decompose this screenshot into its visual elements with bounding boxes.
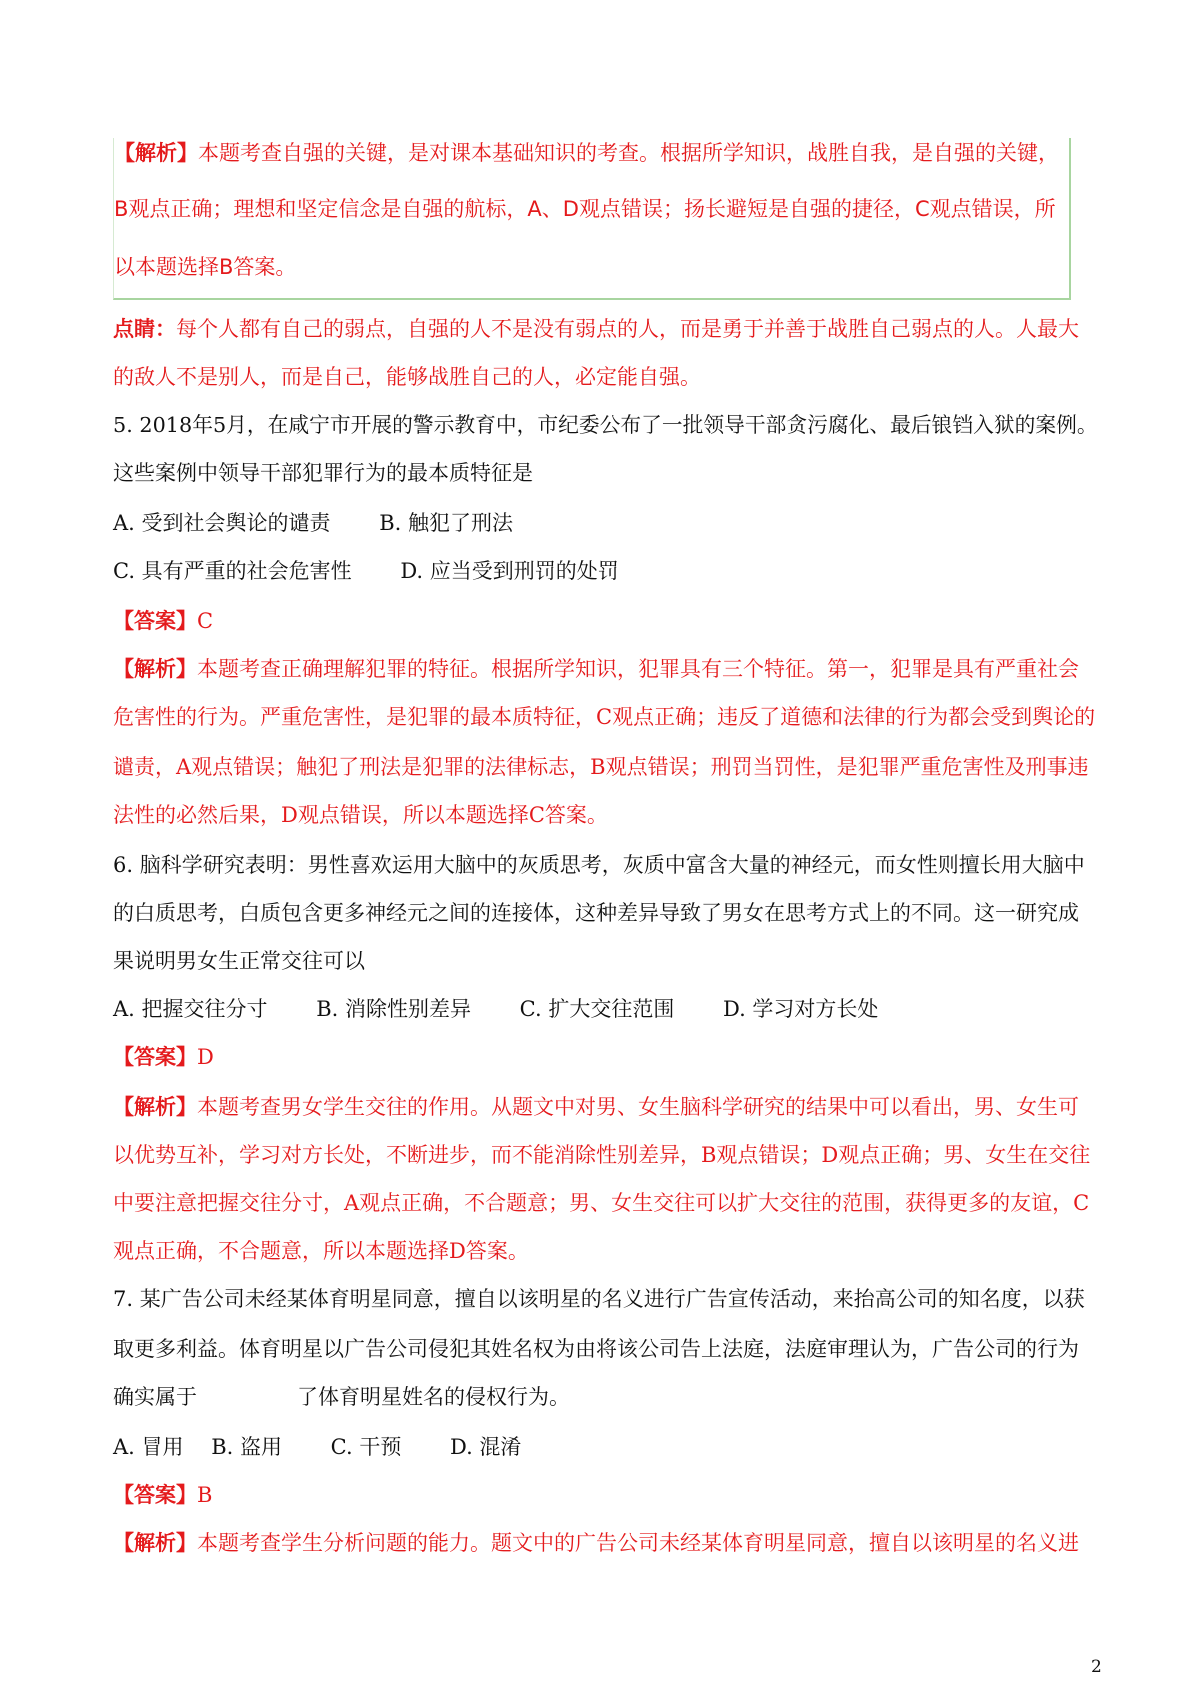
- q7-stem-before-blank: 确实属于: [113, 1385, 197, 1409]
- section-marker: 【答案】: [113, 608, 197, 633]
- q5-stem-line: 5. 2018年5月，在咸宁市开展的警示教育中，市纪委公布了一批领导干部贪污腐化、最后锒铛入狱的案例。: [113, 413, 1098, 437]
- section-marker: 点睛：: [113, 316, 176, 341]
- q4-comment-line: 的敌人不是别人，而是自己，能够战胜自己的人，必定能自强。: [113, 365, 701, 389]
- q7-stem-after-blank: 了体育明星姓名的侵权行为。: [297, 1385, 570, 1409]
- q5-analysis-line: 危害性的行为。严重危害性，是犯罪的最本质特征，C观点正确；违反了道德和法律的行为都会受到舆论的: [113, 705, 1096, 729]
- q4-analysis-box: [113, 138, 1071, 300]
- q7-analysis-line: 【解析】本题考查学生分析问题的能力。题文中的广告公司未经某体育明星同意，擅自以该明星的名义进: [113, 1530, 1079, 1555]
- section-marker: 【解析】: [114, 141, 198, 165]
- q5-analysis-line: 法性的必然后果，D观点错误，所以本题选择C答案。: [113, 803, 608, 827]
- q5-options-row: C. 具有严重的社会危害性 D. 应当受到刑罚的处罚: [113, 559, 619, 583]
- q6-analysis-line: 以优势互补，学习对方长处，不断进步，而不能消除性别差异，B观点错误；D观点正确；男、女生在交往: [113, 1143, 1091, 1167]
- q5-analysis-line: 【解析】本题考查正确理解犯罪的特征。根据所学知识，犯罪具有三个特征。第一，犯罪是具有严重社会: [113, 656, 1079, 681]
- q4-analysis-line: 以本题选择B答案。: [114, 255, 297, 279]
- q7-stem-line: 7. 某广告公司未经某体育明星同意，擅自以该明星的名义进行广告宣传活动，来抬高公司的知名度，以获: [113, 1287, 1085, 1311]
- q6-stem-line: 6. 脑科学研究表明：男性喜欢运用大脑中的灰质思考，灰质中富含大量的神经元，而女性则擅长用大脑中: [113, 853, 1085, 877]
- section-marker: 【答案】: [113, 1482, 197, 1507]
- section-marker: 【解析】: [113, 1530, 197, 1555]
- q4-analysis-line: 【解析】本题考查自强的关键，是对课本基础知识的考查。根据所学知识，战胜自我，是自强的关键，: [114, 141, 1059, 165]
- q4-comment-line: 点睛：每个人都有自己的弱点，自强的人不是没有弱点的人，而是勇于并善于战胜自己弱点的人。人最大: [113, 316, 1079, 341]
- q7-options-row: A. 冒用 B. 盗用 C. 干预 D. 混淆: [113, 1435, 522, 1459]
- q5-options-row: A. 受到社会舆论的谴责 B. 触犯了刑法: [113, 511, 513, 535]
- q7-answer: 【答案】B: [113, 1482, 213, 1507]
- q5-stem-line: 这些案例中领导干部犯罪行为的最本质特征是: [113, 461, 533, 485]
- section-marker: 【答案】: [113, 1044, 197, 1069]
- q6-analysis-line: 观点正确，不合题意，所以本题选择D答案。: [113, 1239, 529, 1263]
- section-marker: 【解析】: [113, 656, 197, 681]
- q5-analysis-line: 谴责，A观点错误；触犯了刑法是犯罪的法律标志，B观点错误；刑罚当罚性，是犯罪严重危害性及刑事违: [113, 755, 1089, 779]
- q7-stem-line: [113, 1382, 570, 1412]
- page-number: 2: [1091, 1657, 1102, 1677]
- q6-stem-line: 的白质思考，白质包含更多神经元之间的连接体，这种差异导致了男女在思考方式上的不同。这一研究成: [113, 901, 1079, 925]
- q6-answer: 【答案】D: [113, 1044, 214, 1069]
- section-marker: 【解析】: [113, 1094, 197, 1119]
- q7-stem-line: 取更多利益。体育明星以广告公司侵犯其姓名权为由将该公司告上法庭，法庭审理认为，广告公司的行为: [113, 1337, 1079, 1361]
- q6-analysis-line: 中要注意把握交往分寸，A观点正确，不合题意；男、女生交往可以扩大交往的范围，获得更多的友谊，C: [113, 1191, 1090, 1215]
- q6-analysis-line: 【解析】本题考查男女学生交往的作用。从题文中对男、女生脑科学研究的结果中可以看出，男、女生可: [113, 1094, 1079, 1119]
- q6-options-row: A. 把握交往分寸 B. 消除性别差异 C. 扩大交往范围 D. 学习对方长处: [113, 997, 879, 1021]
- q4-analysis-line: B观点正确；理想和坚定信念是自强的航标，A、D观点错误；扬长避短是自强的捷径，C观点错误，所: [114, 197, 1056, 221]
- q6-stem-line: 果说明男女生正常交往可以: [113, 949, 365, 973]
- q5-answer: 【答案】C: [113, 608, 214, 633]
